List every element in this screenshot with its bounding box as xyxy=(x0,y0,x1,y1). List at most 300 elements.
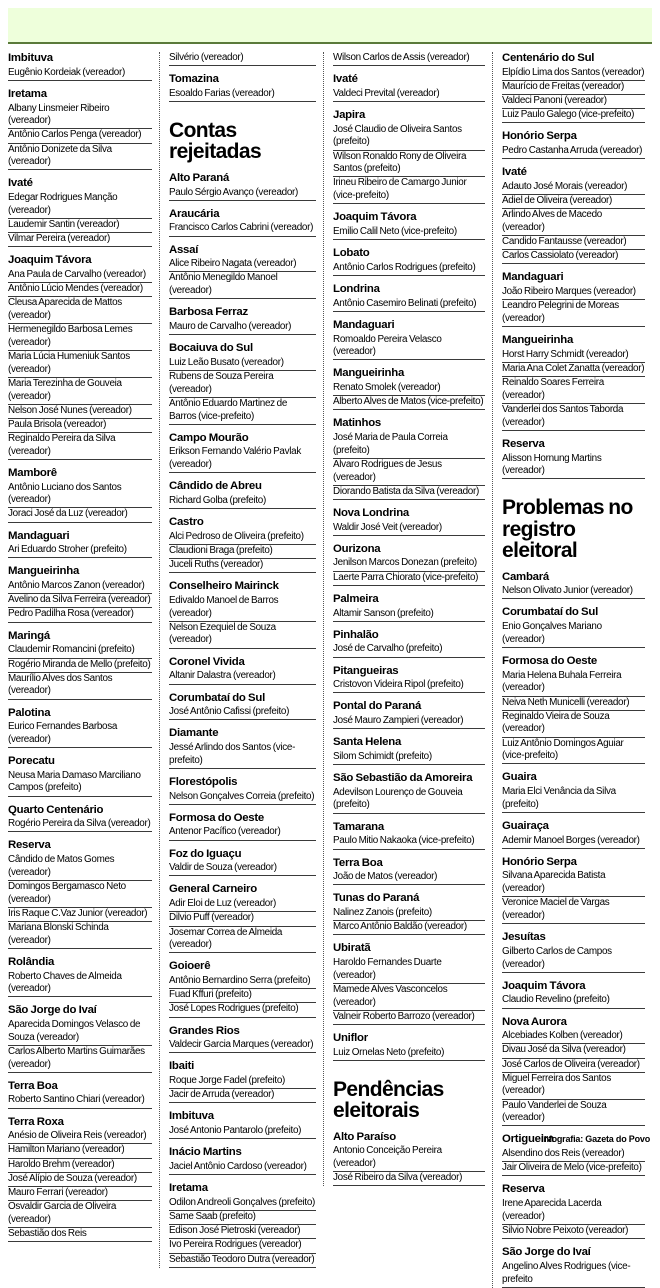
city-name: Maringá xyxy=(8,629,50,642)
city-block xyxy=(502,771,645,813)
person-entry: Carlos Alberto Martins Guimarães (vereador) xyxy=(8,1046,152,1073)
person-entry: Antônio Marcos Zanon (vereador) xyxy=(8,580,152,594)
city-name: Florestópolis xyxy=(169,775,238,788)
city-name: Matinhos xyxy=(333,417,381,430)
column-2 xyxy=(159,52,323,1268)
person-entry: Richard Golba (prefeito) xyxy=(169,495,316,509)
city-name: Joaquim Távora xyxy=(8,254,92,267)
city-name: Bocaiuva do Sul xyxy=(169,342,253,355)
city-name: Corumbataí do Sul xyxy=(502,606,599,619)
city-name: Mamborê xyxy=(8,466,57,479)
person-entry: Mariana Blonski Schinda (vereador) xyxy=(8,922,152,949)
city-block xyxy=(333,1131,485,1187)
person-entry: Luiz Leão Busato (vereador) xyxy=(169,357,316,371)
person-entry: Maurício de Freitas (vereador) xyxy=(502,81,645,95)
city-block xyxy=(8,88,152,171)
city-block xyxy=(333,593,485,622)
person-entry: Silvério (vereador) xyxy=(169,52,316,66)
city-block xyxy=(333,736,485,765)
city-name: Foz do Iguaçu xyxy=(169,847,242,860)
city-block xyxy=(169,1110,316,1139)
person-entry: Enio Gonçalves Mariano (vereador) xyxy=(502,621,645,648)
person-entry: Albany Linsmeier Ribeiro (vereador) xyxy=(8,103,152,130)
top-green-banner xyxy=(8,8,652,44)
person-entry: José de Carvalho (prefeito) xyxy=(333,643,485,657)
person-entry: Ana Paula de Carvalho (vereador) xyxy=(8,269,152,283)
person-entry: Haroldo Brehm (vereador) xyxy=(8,1159,152,1173)
city-block xyxy=(333,211,485,240)
person-entry: Nelson Olivato Junior (vereador) xyxy=(502,585,645,599)
person-entry: Maria Elci Venância da Silva (prefeito) xyxy=(502,786,645,813)
city-block xyxy=(169,883,316,953)
city-name: Imbituva xyxy=(169,1110,214,1123)
person-entry: Antônio Donizete da Silva (vereador) xyxy=(8,144,152,171)
person-entry: Pedro Padilha Rosa (vereador) xyxy=(8,608,152,622)
person-entry: José Ribeiro da Silva (vereador) xyxy=(333,1172,485,1186)
person-entry: Silom Schimidt (prefeito) xyxy=(333,751,485,765)
city-block xyxy=(8,707,152,749)
person-entry: Paulo Mitio Nakaoka (vice-prefeito) xyxy=(333,835,485,849)
person-entry: José Mauro Zampieri (vereador) xyxy=(333,715,485,729)
person-entry: Esoaldo Farias (vereador) xyxy=(169,88,316,102)
city-name: Ibaiti xyxy=(169,1060,195,1073)
city-name: Assaí xyxy=(169,243,199,256)
person-entry: Antônio Luciano dos Santos (vereador) xyxy=(8,482,152,509)
person-entry: José Maria de Paula Correia (prefeito) xyxy=(333,432,485,459)
person-entry: Alberto Alves de Matos (vice-prefeito) xyxy=(333,396,485,410)
city-name: Inácio Martins xyxy=(169,1146,242,1159)
city-name: Nova Londrina xyxy=(333,506,409,519)
person-entry: Adevilson Lourenço de Gouveia (prefeito) xyxy=(333,787,485,814)
city-block xyxy=(333,52,485,66)
city-block xyxy=(502,1246,645,1288)
person-entry: Alsendino dos Reis (vereador) xyxy=(502,1148,645,1162)
person-entry: Cristovon Videira Ripol (prefeito) xyxy=(333,679,485,693)
person-entry: Maria Helena Buhala Ferreira (vereador) xyxy=(502,670,645,697)
person-entry: Cleusa Aparecida de Mattos (vereador) xyxy=(8,297,152,324)
city-name: São Jorge do Ivaí xyxy=(8,1004,97,1017)
city-name: Alto Paraná xyxy=(169,171,230,184)
person-entry: Miguel Ferreira dos Santos (vereador) xyxy=(502,1073,645,1100)
city-block xyxy=(333,109,485,204)
city-block xyxy=(8,1080,152,1109)
person-entry: Laudemir Santin (vereador) xyxy=(8,219,152,233)
person-entry: Luiz Ornelas Neto (prefeito) xyxy=(333,1047,485,1061)
city-block xyxy=(8,565,152,622)
person-entry: Jessé Arlindo dos Santos (vice-prefeito) xyxy=(169,742,316,769)
city-name: Ivaté xyxy=(8,177,33,190)
city-block xyxy=(8,630,152,700)
city-name: Japira xyxy=(333,109,366,122)
person-entry: José Alípio de Souza (vereador) xyxy=(8,1173,152,1187)
city-name: Honório Serpa xyxy=(502,130,577,143)
city-name: Tamarana xyxy=(333,820,384,833)
city-block xyxy=(169,580,316,648)
city-name: Campo Mourão xyxy=(169,431,249,444)
city-block xyxy=(502,571,645,600)
city-name: Terra Boa xyxy=(333,856,383,869)
person-entry: Reginaldo Pereira da Silva (vereador) xyxy=(8,433,152,460)
person-entry: Alvaro Rodrigues de Jesus (vereador) xyxy=(333,459,485,486)
person-entry: Altanir Dalastra (vereador) xyxy=(169,670,316,684)
person-entry: Rubens de Souza Pereira (vereador) xyxy=(169,371,316,398)
city-block xyxy=(8,755,152,797)
person-entry: Adir Eloi de Luz (vereador) xyxy=(169,898,316,912)
city-name: Jesuítas xyxy=(502,931,546,944)
city-block xyxy=(333,772,485,814)
city-block xyxy=(333,417,485,500)
city-block xyxy=(8,839,152,948)
person-entry: Cândido de Matos Gomes (vereador) xyxy=(8,854,152,881)
person-entry: Antônio Bernardino Serra (prefeito) xyxy=(169,975,316,989)
city-name: Corumbataí do Sul xyxy=(169,691,266,704)
city-name: Mandaguari xyxy=(8,529,70,542)
city-name: São Sebastião da Amoreira xyxy=(333,772,473,785)
person-entry: Jenilson Marcos Donezan (prefeito) xyxy=(333,557,485,571)
city-block xyxy=(333,507,485,536)
person-entry: Aparecida Domingos Velasco de Souza (vereador) xyxy=(8,1019,152,1046)
city-name: Ourizona xyxy=(333,542,381,555)
person-entry: Ademir Manoel Borges (vereador) xyxy=(502,835,645,849)
person-entry: Francisco Carlos Cabrini (vereador) xyxy=(169,222,316,236)
person-entry: Sebastião Teodoro Dutra (vereador) xyxy=(169,1254,316,1268)
city-name: Joaquim Távora xyxy=(502,979,586,992)
city-block xyxy=(169,432,316,474)
city-name: Joaquim Távora xyxy=(333,211,417,224)
person-entry: Valdecir Garcia Marques (vereador) xyxy=(169,1039,316,1053)
city-block xyxy=(169,1182,316,1268)
city-block xyxy=(169,480,316,509)
city-name: Santa Helena xyxy=(333,736,402,749)
person-entry: Nelson Gonçalves Correia (prefeito) xyxy=(169,791,316,805)
column-4 xyxy=(492,52,652,1288)
city-name: Uniflor xyxy=(333,1031,368,1044)
city-name: Honório Serpa xyxy=(502,855,577,868)
person-entry: Neusa Maria Damaso Marciliano Campos (prefeito) xyxy=(8,770,152,797)
person-entry: Erikson Fernando Valério Pavlak (vereador) xyxy=(169,446,316,473)
section-heading: Pendências eleitorais xyxy=(333,1077,444,1123)
city-block xyxy=(8,956,152,998)
person-entry: Alcebiades Kolben (vereador) xyxy=(502,1030,645,1044)
city-block xyxy=(333,247,485,276)
person-entry: Reginaldo Vieira de Souza (vereador) xyxy=(502,711,645,738)
person-entry: Claudioni Braga (prefeito) xyxy=(169,545,316,559)
person-entry: Mauro Ferrari (vereador) xyxy=(8,1187,152,1201)
person-entry: Edivaldo Manoel de Barros (vereador) xyxy=(169,595,316,622)
person-entry: Claudemir Romancini (prefeito) xyxy=(8,644,152,658)
person-entry: José Lopes Rodrigues (prefeito) xyxy=(169,1003,316,1017)
city-block xyxy=(333,665,485,694)
person-entry: Nalinez Zanois (prefeito) xyxy=(333,907,485,921)
person-entry: Valdir de Souza (vereador) xyxy=(169,862,316,876)
city-name: Reserva xyxy=(8,839,51,852)
person-entry: Valdeci Prevital (vereador) xyxy=(333,88,485,102)
person-entry: Antônio Lúcio Mendes (vereador) xyxy=(8,283,152,297)
person-entry: José Antônio Cafissi (prefeito) xyxy=(169,706,316,720)
city-block xyxy=(502,130,645,159)
person-entry: Iris Raque C.Vaz Junior (vereador) xyxy=(8,908,152,922)
city-name: Mandaguari xyxy=(502,271,564,284)
city-block xyxy=(502,931,645,973)
city-name: Cambará xyxy=(502,570,549,583)
city-block xyxy=(169,1060,316,1103)
city-block xyxy=(169,812,316,841)
person-entry: Dilvio Puff (vereador) xyxy=(169,912,316,926)
city-block xyxy=(333,629,485,658)
city-name: Cândido de Abreu xyxy=(169,480,262,493)
city-block xyxy=(169,960,316,1017)
person-entry: Maria Ana Colet Zanatta (vereador) xyxy=(502,363,645,377)
city-name: Formosa do Oeste xyxy=(169,811,265,824)
person-entry: Jair Oliveira de Melo (vice-prefeito) xyxy=(502,1162,645,1176)
person-entry: Same Saab (prefeito) xyxy=(169,1211,316,1225)
city-name: Terra Roxa xyxy=(8,1115,64,1128)
city-name: Conselheiro Mairinck xyxy=(169,580,279,593)
city-block xyxy=(8,52,152,81)
person-entry: Pedro Castanha Arruda (vereador) xyxy=(502,145,645,159)
city-block xyxy=(8,177,152,247)
section-heading: Problemas no registro eleitoral xyxy=(502,496,633,563)
person-entry: Hermenegildo Barbosa Lemes (vereador) xyxy=(8,324,152,351)
person-entry: João de Matos (vereador) xyxy=(333,871,485,885)
person-entry: Altamir Sanson (prefeito) xyxy=(333,608,485,622)
city-block xyxy=(502,820,645,849)
city-block xyxy=(8,254,152,460)
city-block xyxy=(169,52,316,66)
city-name: Centenário do Sul xyxy=(502,52,595,64)
person-entry: José Antonio Pantarolo (prefeito) xyxy=(169,1125,316,1139)
city-name: Pontal do Paraná xyxy=(333,700,422,713)
city-name: Coronel Vivida xyxy=(169,655,245,668)
person-entry: Diorando Batista da Silva (vereador) xyxy=(333,486,485,500)
person-entry: Neiva Neth Municelli (vereador) xyxy=(502,697,645,711)
city-block xyxy=(169,1146,316,1175)
person-entry: Hamilton Mariano (vereador) xyxy=(8,1144,152,1158)
city-block xyxy=(502,606,645,648)
person-entry: Renato Smolek (vereador) xyxy=(333,382,485,396)
city-name: Reserva xyxy=(502,1183,545,1196)
city-block xyxy=(333,1032,485,1061)
city-block xyxy=(502,655,645,764)
city-block xyxy=(333,73,485,102)
person-entry: José Carlos de Oliveira (vereador) xyxy=(502,1059,645,1073)
person-entry: Valneir Roberto Barrozo (vereador) xyxy=(333,1011,485,1025)
city-block xyxy=(502,1183,645,1239)
city-name: Diamante xyxy=(169,727,219,740)
city-name: Lobato xyxy=(333,247,370,260)
city-block xyxy=(333,892,485,935)
city-name: Alto Paraíso xyxy=(333,1130,396,1143)
person-entry: Alisson Hornung Martins (vereador) xyxy=(502,453,645,480)
city-block xyxy=(169,73,316,102)
city-name: Quarto Centenário xyxy=(8,803,104,816)
city-name: Grandes Rios xyxy=(169,1024,240,1037)
city-block xyxy=(333,821,485,850)
person-entry: Rogério Pereira da Silva (vereador) xyxy=(8,818,152,832)
person-entry: Antenor Pacífico (vereador) xyxy=(169,826,316,840)
city-name: Rolândia xyxy=(8,955,55,968)
city-block xyxy=(169,342,316,425)
city-name: Reserva xyxy=(502,437,545,450)
person-entry: Angelino Alves Rodrigues (vice-prefeito xyxy=(502,1261,645,1288)
person-entry: Haroldo Fernandes Duarte (vereador) xyxy=(333,957,485,984)
column-3 xyxy=(323,52,492,1186)
person-entry: Veronice Maciel de Vargas (vereador) xyxy=(502,897,645,924)
person-entry: Silvana Aparecida Batista (vereador) xyxy=(502,870,645,897)
infographic-credit: Infografia: Gazeta do Povo xyxy=(541,1134,650,1144)
person-entry: Adiel de Oliveira (vereador) xyxy=(502,195,645,209)
city-name: Porecatu xyxy=(8,755,55,768)
person-entry: Roberto Santino Chiari (vereador) xyxy=(8,1094,152,1108)
person-entry: Jacir de Arruda (vereador) xyxy=(169,1089,316,1103)
person-entry: Marco Antônio Baldão (vereador) xyxy=(333,921,485,935)
city-block xyxy=(169,208,316,237)
person-entry: Anésio de Oliveira Reis (vereador) xyxy=(8,1130,152,1144)
city-block xyxy=(333,367,485,410)
person-entry: José Claudio de Oliveira Santos (prefeito) xyxy=(333,124,485,151)
person-entry: Josemar Correa de Almeida (vereador) xyxy=(169,927,316,954)
person-entry: Nelson Ezequiel de Souza (vereador) xyxy=(169,622,316,649)
city-block xyxy=(502,271,645,327)
city-block xyxy=(169,727,316,769)
city-block xyxy=(333,319,485,361)
city-name: Iretama xyxy=(169,1182,208,1195)
city-name: Guairaça xyxy=(502,819,549,832)
person-entry: Jaciel Antônio Cardoso (vereador) xyxy=(169,1161,316,1175)
person-entry: Waldir José Veit (vereador) xyxy=(333,522,485,536)
person-entry: Divau José da Silva (vereador) xyxy=(502,1044,645,1058)
person-entry: Avelino da Silva Ferreira (vereador) xyxy=(8,594,152,608)
city-block xyxy=(169,692,316,721)
person-entry: Luiz Antônio Domingos Aguiar (vice-prefeito) xyxy=(502,738,645,765)
person-entry: Joraci José da Luz (vereador) xyxy=(8,508,152,522)
person-entry: Antônio Casemiro Belinati (prefeito) xyxy=(333,298,485,312)
person-entry: Arlindo Alves de Macedo (vereador) xyxy=(502,209,645,236)
person-entry: Antônio Carlos Rodrigues (prefeito) xyxy=(333,262,485,276)
city-name: Guaira xyxy=(502,771,537,784)
person-entry: Antonio Conceição Pereira (vereador) xyxy=(333,1145,485,1172)
city-block xyxy=(169,172,316,201)
city-block xyxy=(8,804,152,833)
city-block xyxy=(8,1116,152,1243)
city-name: Imbituva xyxy=(8,52,53,64)
city-block xyxy=(502,166,645,264)
person-entry: Roque Jorge Fadel (prefeito) xyxy=(169,1075,316,1089)
city-name: Londrina xyxy=(333,282,380,295)
city-name: Araucária xyxy=(169,207,220,220)
person-entry: Eugênio Kordeiak (vereador) xyxy=(8,67,152,81)
column-1 xyxy=(8,52,159,1242)
city-block xyxy=(169,1025,316,1054)
city-block xyxy=(169,244,316,300)
person-entry: Fuad Kffuri (prefeito) xyxy=(169,989,316,1003)
person-entry: Claudio Revelino (prefeito) xyxy=(502,994,645,1008)
city-block xyxy=(502,438,645,480)
city-block xyxy=(502,856,645,924)
city-name: Tomazina xyxy=(169,73,219,86)
person-entry: Mamede Alves Vasconcelos (vereador) xyxy=(333,984,485,1011)
city-name: Nova Aurora xyxy=(502,1015,567,1028)
city-name: Castro xyxy=(169,516,204,529)
person-entry: Paulo Sérgio Avanço (vereador) xyxy=(169,187,316,201)
city-block xyxy=(502,52,645,123)
city-block xyxy=(333,857,485,886)
city-name: Ivaté xyxy=(333,73,358,86)
person-entry: Alci Pedroso de Oliveira (prefeito) xyxy=(169,531,316,545)
person-entry: Maria Terezinha de Gouveia (vereador) xyxy=(8,378,152,405)
person-entry: Adauto José Morais (vereador) xyxy=(502,181,645,195)
person-entry: Antônio Eduardo Martinez de Barros (vice-prefeito) xyxy=(169,398,316,425)
city-block xyxy=(333,942,485,1025)
person-entry: Leandro Pelegrini de Moreas (vereador) xyxy=(502,300,645,327)
person-entry: Gilberto Carlos de Campos (vereador) xyxy=(502,946,645,973)
city-block xyxy=(8,467,152,523)
person-entry: Emilio Calil Neto (vice-prefeito) xyxy=(333,226,485,240)
city-name: Mangueirinha xyxy=(8,565,80,578)
person-entry: Elpídio Lima dos Santos (vereador) xyxy=(502,67,645,81)
city-block xyxy=(502,1016,645,1127)
city-block xyxy=(8,1004,152,1072)
city-name: São Jorge do Ivaí xyxy=(502,1246,591,1259)
person-entry: Edison José Pietroski (vereador) xyxy=(169,1225,316,1239)
person-entry: Maria Lúcia Humeniuk Santos (vereador) xyxy=(8,351,152,378)
city-name: Barbosa Ferraz xyxy=(169,306,248,319)
city-name: Mandaguari xyxy=(333,318,395,331)
city-name: Iretama xyxy=(8,87,47,100)
person-entry: Odilon Andreoli Gonçalves (prefeito) xyxy=(169,1197,316,1211)
person-entry: Juceli Ruths (vereador) xyxy=(169,559,316,573)
person-entry: Vilmar Pereira (vereador) xyxy=(8,233,152,247)
person-entry: Antônio Carlos Penga (vereador) xyxy=(8,129,152,143)
city-name: Pinhalão xyxy=(333,628,379,641)
city-name: Ubiratã xyxy=(333,942,371,955)
city-block xyxy=(169,306,316,335)
city-name: Palmeira xyxy=(333,592,379,605)
city-name: Formosa do Oeste xyxy=(502,655,598,668)
person-entry: Roberto Chaves de Almeida (vereador) xyxy=(8,971,152,998)
person-entry: Vanderlei dos Santos Taborda (vereador) xyxy=(502,404,645,431)
city-block xyxy=(502,980,645,1009)
person-entry: Rogério Miranda de Mello (prefeito) xyxy=(8,659,152,673)
person-entry: Luiz Paulo Galego (vice-prefeito) xyxy=(502,109,645,123)
person-entry: Osvaldir Garcia de Oliveira (vereador) xyxy=(8,1201,152,1228)
person-entry: Paulo Vanderlei de Souza (vereador) xyxy=(502,1100,645,1127)
person-entry: Laerte Parra Chiorato (vice-prefeito) xyxy=(333,572,485,586)
city-name: Tunas do Paraná xyxy=(333,892,420,905)
person-entry: Romoaldo Pereira Velasco (vereador) xyxy=(333,334,485,361)
person-entry: Candido Fantausse (vereador) xyxy=(502,236,645,250)
person-entry: Wilson Ronaldo Rony de Oliveira Santos (prefeito) xyxy=(333,151,485,178)
person-entry: Maurílio Alves dos Santos (vereador) xyxy=(8,673,152,700)
city-name: Goioerê xyxy=(169,960,211,973)
person-entry: Reinaldo Soares Ferreira (vereador) xyxy=(502,377,645,404)
person-entry: Alice Ribeiro Nagata (vereador) xyxy=(169,258,316,272)
city-name: Mangueirinha xyxy=(502,334,574,347)
person-entry: Carlos Cassiolato (vereador) xyxy=(502,250,645,264)
person-entry: Ivo Pereira Rodrigues (vereador) xyxy=(169,1239,316,1253)
person-entry: Horst Harry Schmidt (vereador) xyxy=(502,349,645,363)
city-name: Palotina xyxy=(8,706,51,719)
person-entry: Antônio Menegildo Manoel (vereador) xyxy=(169,272,316,299)
city-block xyxy=(169,656,316,685)
city-name: Ortigueira xyxy=(502,1133,554,1146)
city-name: Terra Boa xyxy=(8,1079,58,1092)
person-entry: Eurico Fernandes Barbosa (vereador) xyxy=(8,721,152,748)
city-name: Pitangueiras xyxy=(333,664,399,677)
person-entry: Paula Brisola (vereador) xyxy=(8,419,152,433)
city-block xyxy=(333,283,485,312)
person-entry: Silvio Nobre Peixoto (vereador) xyxy=(502,1225,645,1239)
